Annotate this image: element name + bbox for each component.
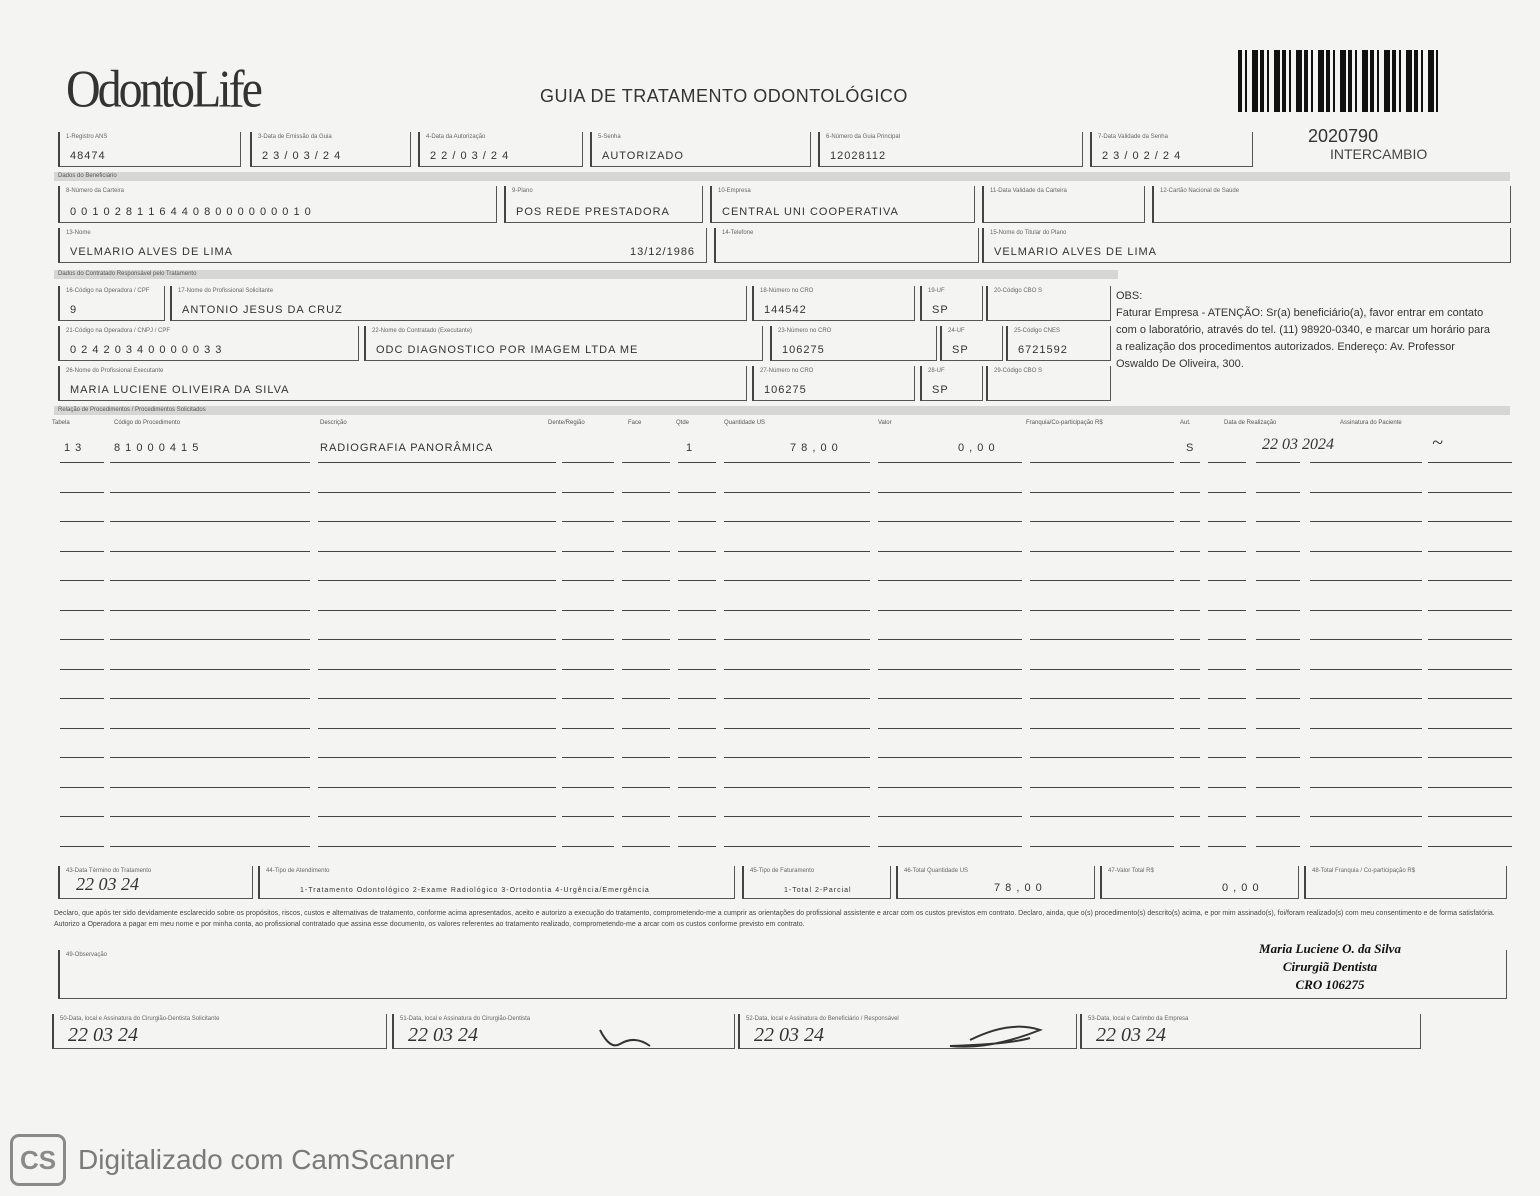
proc-aut: S	[1186, 442, 1195, 454]
table-row-line	[562, 462, 614, 463]
table-row-line	[622, 728, 670, 729]
data-emissao-field: 3-Data de Emissão da Guia 2 3 / 0 3 / 2 4	[250, 132, 411, 167]
table-row-line	[1428, 787, 1512, 788]
table-row-line	[1180, 639, 1200, 640]
table-row-line	[878, 462, 1022, 463]
table-row-line	[1256, 669, 1300, 670]
proc-qtde: 1	[686, 442, 694, 454]
table-row-line	[110, 551, 310, 552]
uf-executante-field: 28-UF SP	[920, 366, 983, 401]
table-row-line	[878, 846, 1022, 847]
table-row-line	[562, 757, 614, 758]
signature-box-solicitante: 50-Data, local e Assinatura do Cirurgião-Dentista Solicitante 22 03 24	[52, 1014, 387, 1049]
profissional-solicitante-field: 17-Nome do Profissional Solicitante ANTONIO JESUS DA CRUZ	[170, 286, 747, 321]
cro-contratado-field: 23-Número no CRO 106275	[770, 326, 937, 361]
table-row-line	[878, 521, 1022, 522]
table-row-line	[1428, 610, 1512, 611]
table-row-line	[678, 787, 716, 788]
table-row-line	[1256, 551, 1300, 552]
table-row-line	[1030, 728, 1174, 729]
section-band-beneficiario: Dados do Beneficiário	[54, 172, 1510, 181]
table-row-line	[1180, 757, 1200, 758]
col-qtde: Qtde	[676, 420, 690, 426]
tipo-faturamento-field: 45-Tipo de Faturamento 1-Total 2-Parcial	[742, 866, 891, 899]
table-row-line	[562, 610, 614, 611]
data-termino-field: 43-Data Término do Tratamento 22 03 24	[58, 866, 253, 899]
table-row-line	[1180, 728, 1200, 729]
table-row-line	[1256, 639, 1300, 640]
empresa-field: 10-Empresa CENTRAL UNI COOPERATIVA	[710, 186, 975, 223]
table-row-line	[60, 787, 104, 788]
validade-senha-field: 7-Data Validade da Senha 2 3 / 0 2 / 2 4	[1090, 132, 1253, 167]
table-row-line	[110, 757, 310, 758]
table-row-line	[1310, 816, 1422, 817]
table-row-line	[1208, 639, 1246, 640]
table-row-line	[678, 816, 716, 817]
table-row-line	[678, 610, 716, 611]
section-band-procedimentos: Relação de Procedimentos / Procedimentos Solicitados	[54, 406, 1510, 415]
table-row-line	[562, 698, 614, 699]
table-row-line	[318, 846, 556, 847]
col-face: Face	[628, 420, 642, 426]
signature-box-cirurgiao: 51-Data, local e Assinatura do Cirurgião-Dentista 22 03 24	[392, 1014, 735, 1049]
table-row-line	[622, 639, 670, 640]
table-row-line	[1180, 846, 1200, 847]
table-row-line	[622, 698, 670, 699]
cro-solicitante-field: 18-Número no CRO 144542	[752, 286, 915, 321]
observacao-field: 49-Observação	[58, 950, 1507, 999]
table-row-line	[878, 757, 1022, 758]
table-row-line	[724, 610, 870, 611]
table-row-line	[1208, 757, 1246, 758]
table-row-line	[110, 610, 310, 611]
table-row-line	[1256, 846, 1300, 847]
table-row-line	[1256, 462, 1300, 463]
table-row-line	[622, 787, 670, 788]
table-row-line	[1030, 610, 1174, 611]
table-row-line	[60, 639, 104, 640]
table-row-line	[60, 610, 104, 611]
table-row-line	[878, 698, 1022, 699]
table-row-line	[110, 816, 310, 817]
validade-carteira-field: 11-Data Validade da Carteira	[982, 186, 1145, 223]
executante-field: 26-Nome do Profissional Executante MARIA LUCIENE OLIVEIRA DA SILVA	[58, 366, 747, 401]
table-row-line	[1428, 846, 1512, 847]
form-title: GUIA DE TRATAMENTO ODONTOLÓGICO	[540, 86, 908, 106]
table-row-line	[1030, 787, 1174, 788]
telefone-field: 14-Telefone	[714, 228, 979, 263]
uf-solicitante-field: 19-UF SP	[920, 286, 983, 321]
table-row-line	[878, 580, 1022, 581]
table-row-line	[724, 816, 870, 817]
cro-executante-field: 27-Número no CRO 106275	[752, 366, 915, 401]
table-row-line	[1310, 462, 1422, 463]
table-row-line	[1310, 728, 1422, 729]
table-row-line	[110, 787, 310, 788]
col-codigo: Código do Procedimento	[114, 420, 181, 426]
table-row-line	[1428, 728, 1512, 729]
table-row-line	[878, 610, 1022, 611]
table-row-line	[724, 698, 870, 699]
codigo-operadora-field: 16-Código na Operadora / CPF 9	[58, 286, 165, 321]
dentist-stamp: Maria Luciene O. da Silva Cirurgiã Dentista CRO 106275	[1259, 941, 1401, 992]
table-row-line	[110, 462, 310, 463]
table-row-line	[110, 728, 310, 729]
valor-total-field: 47-Valor Total R$ 0 , 0 0	[1100, 866, 1299, 899]
table-row-line	[562, 728, 614, 729]
tipo-atendimento-field: 44-Tipo de Atendimento 1-Tratamento Odontológico 2-Exame Radiológico 3-Ortodontia 4-Urgência/Emergência	[258, 866, 735, 899]
table-row-line	[1208, 521, 1246, 522]
table-row-line	[1208, 728, 1246, 729]
col-assinatura: Assinatura do Paciente	[1340, 420, 1402, 426]
proc-codigo: 8 1 0 0 0 4 1 5	[114, 442, 200, 454]
table-row-line	[562, 816, 614, 817]
table-row-line	[622, 551, 670, 552]
table-row-line	[878, 787, 1022, 788]
cnes-field: 25-Código CNES 6721592	[1006, 326, 1111, 361]
table-row-line	[1180, 551, 1200, 552]
table-row-line	[1030, 698, 1174, 699]
table-row-line	[724, 728, 870, 729]
table-row-line	[1180, 698, 1200, 699]
table-row-line	[1180, 580, 1200, 581]
observacao-text: Faturar Empresa - ATENÇÃO: Sr(a) beneficiário(a), favor entrar em contato com o laboratório, através do tel. (11) 98920-0340, e marcar um horário para a realização dos procedimentos autorizados. Endereço: Av. Professor Oswaldo De Oliveira, 300.	[1116, 307, 1490, 370]
observacao-label: OBS:	[1116, 290, 1143, 302]
proc-us: 7 8 , 0 0	[790, 442, 839, 454]
table-row-line	[1428, 492, 1512, 493]
table-row-line	[1030, 492, 1174, 493]
table-row-line	[1180, 669, 1200, 670]
table-row-line	[1208, 462, 1246, 463]
table-row-line	[1310, 787, 1422, 788]
odontolife-logo: OdontoLife	[66, 60, 260, 119]
camscanner-text: Digitalizado com CamScanner	[78, 1144, 455, 1175]
table-row-line	[60, 816, 104, 817]
table-row-line	[1208, 669, 1246, 670]
table-row-line	[110, 639, 310, 640]
table-row-line	[110, 521, 310, 522]
table-row-line	[1310, 669, 1422, 670]
col-data: Data de Realização	[1224, 420, 1277, 426]
table-row-line	[678, 728, 716, 729]
table-row-line	[1208, 787, 1246, 788]
table-row-line	[622, 669, 670, 670]
table-row-line	[1208, 610, 1246, 611]
table-row-line	[1208, 846, 1246, 847]
table-row-line	[622, 610, 670, 611]
table-row-line	[318, 492, 556, 493]
table-row-line	[878, 728, 1022, 729]
table-row-line	[724, 521, 870, 522]
table-row-line	[1428, 462, 1512, 463]
table-row-line	[1030, 669, 1174, 670]
table-row-line	[318, 816, 556, 817]
table-row-line	[1180, 787, 1200, 788]
table-row-line	[60, 669, 104, 670]
table-row-line	[1310, 610, 1422, 611]
plano-field: 9-Plano POS REDE PRESTADORA	[504, 186, 703, 223]
table-row-line	[1428, 639, 1512, 640]
table-row-line	[1310, 757, 1422, 758]
table-row-line	[318, 462, 556, 463]
col-us: Quantidade US	[724, 420, 766, 426]
table-row-line	[110, 492, 310, 493]
table-row-line	[1208, 580, 1246, 581]
table-row-line	[1310, 551, 1422, 552]
col-tabela: Tabela	[52, 420, 70, 426]
signature-box-empresa: 53-Data, local e Carimbo da Empresa 22 03 24	[1080, 1014, 1421, 1049]
table-row-line	[878, 639, 1022, 640]
table-row-line	[60, 580, 104, 581]
table-row-line	[878, 492, 1022, 493]
table-row-line	[724, 639, 870, 640]
table-row-line	[1428, 757, 1512, 758]
table-row-line	[110, 669, 310, 670]
table-row-line	[724, 462, 870, 463]
col-descricao: Descrição	[320, 420, 347, 426]
table-row-line	[562, 669, 614, 670]
table-row-line	[1428, 816, 1512, 817]
signature-box-beneficiario: 52-Data, local e Assinatura do Beneficiário / Responsável 22 03 24	[738, 1014, 1077, 1049]
table-row-line	[1208, 698, 1246, 699]
table-row-line	[1310, 846, 1422, 847]
table-row-line	[1180, 521, 1200, 522]
declaration-text: Declaro, que após ter sido devidamente esclarecido sobre os propósitos, riscos, custos e alternativas de tratamento, conforme acima apresentados, aceito e autorizo a execução do tratamento, comprometendo-me a cumprir as orientações do profissional assistente e arcar com os custos previstos em contrato. Declaro, ainda, que o(s) procedimento(s) descrito(s) acima, e por mim assinado(s), foi/foram realizado(s) com meu consentimento e de forma satisfatória. Autorizo a Operadora a pagar em meu nome e por minha conta, ao profissional contratado que assina esse documento, os valores referentes ao tratamento realizado, comprometendo-me a arcar com os custos conforme previsto em contrato.	[54, 910, 1495, 928]
table-row-line	[1428, 551, 1512, 552]
table-row-line	[110, 698, 310, 699]
table-row-line	[1030, 846, 1174, 847]
table-row-line	[1030, 551, 1174, 552]
table-row-line	[678, 580, 716, 581]
table-row-line	[318, 698, 556, 699]
uf-contratado-field: 24-UF SP	[940, 326, 1003, 361]
table-row-line	[318, 669, 556, 670]
table-row-line	[60, 462, 104, 463]
table-row-line	[878, 551, 1022, 552]
table-row-line	[1208, 816, 1246, 817]
table-row-line	[622, 757, 670, 758]
table-row-line	[318, 580, 556, 581]
table-row-line	[1180, 462, 1200, 463]
table-row-line	[1030, 639, 1174, 640]
col-aut: Aut.	[1180, 420, 1191, 426]
proc-valor: 0 , 0 0	[958, 442, 996, 454]
col-dente: Dente/Região	[548, 420, 585, 426]
table-row-line	[1180, 610, 1200, 611]
table-row-line	[622, 816, 670, 817]
table-row-line	[1256, 757, 1300, 758]
table-row-line	[60, 492, 104, 493]
table-row-line	[1310, 492, 1422, 493]
table-row-line	[562, 551, 614, 552]
table-row-line	[1256, 580, 1300, 581]
table-row-line	[318, 639, 556, 640]
table-row-line	[562, 846, 614, 847]
table-row-line	[678, 521, 716, 522]
table-row-line	[1208, 551, 1246, 552]
table-row-line	[678, 551, 716, 552]
observacao-note	[1116, 288, 1496, 373]
table-row-line	[1310, 521, 1422, 522]
table-row-line	[562, 580, 614, 581]
table-row-line	[562, 521, 614, 522]
table-row-line	[622, 492, 670, 493]
table-row-line	[724, 551, 870, 552]
registro-ans-field: 1-Registro ANS 48474	[58, 132, 241, 167]
nome-beneficiario-field: 13-Nome VELMARIO ALVES DE LIMA 13/12/1986	[58, 228, 707, 263]
table-row-line	[1256, 610, 1300, 611]
table-row-line	[1310, 580, 1422, 581]
table-row-line	[562, 639, 614, 640]
table-row-line	[724, 580, 870, 581]
table-row-line	[1030, 816, 1174, 817]
table-row-line	[622, 521, 670, 522]
table-row-line	[1428, 580, 1512, 581]
table-row-line	[1256, 521, 1300, 522]
table-row-line	[622, 462, 670, 463]
section-band-contratado: Dados do Contratado Responsável pelo Tratamento	[54, 270, 1118, 279]
table-row-line	[724, 757, 870, 758]
barcode	[1238, 50, 1438, 112]
table-row-line	[1256, 728, 1300, 729]
table-row-line	[1310, 639, 1422, 640]
camscanner-footer	[10, 1134, 455, 1186]
table-row-line	[678, 757, 716, 758]
table-row-line	[60, 757, 104, 758]
table-row-line	[110, 846, 310, 847]
table-row-line	[318, 551, 556, 552]
total-franquia-field: 48-Total Franquia / Co-participação R$	[1304, 866, 1507, 899]
table-row-line	[1030, 757, 1174, 758]
table-row-line	[318, 787, 556, 788]
table-row-line	[318, 757, 556, 758]
table-row-line	[1256, 492, 1300, 493]
table-row-line	[678, 639, 716, 640]
proc-data: 22 03 2024	[1262, 436, 1334, 453]
table-row-line	[318, 521, 556, 522]
table-row-line	[1428, 521, 1512, 522]
table-row-line	[1030, 521, 1174, 522]
cns-field: 12-Cartão Nacional de Saúde	[1152, 186, 1511, 223]
table-row-line	[60, 521, 104, 522]
cbo-field: 20-Código CBO S	[986, 286, 1111, 321]
table-row-line	[1208, 492, 1246, 493]
proc-descricao: RADIOGRAFIA PANORÂMICA	[320, 442, 494, 454]
table-row-line	[60, 728, 104, 729]
codigo-contratado-field: 21-Código na Operadora / CNPJ / CPF 0 2 4 2 0 3 4 0 0 0 0 0 3 3	[58, 326, 359, 361]
table-row-line	[724, 787, 870, 788]
nome-contratado-field: 22-Nome do Contratado (Executante) ODC DIAGNOSTICO POR IMAGEM LTDA ME	[364, 326, 763, 361]
guide-number: 2020790	[1308, 126, 1379, 146]
table-row-line	[622, 846, 670, 847]
handwritten-signatures	[590, 1010, 1050, 1090]
patient-signature-mark: ~	[1432, 432, 1443, 454]
proc-tabela: 1 3	[64, 442, 83, 454]
table-row-line	[878, 816, 1022, 817]
table-row-line	[60, 846, 104, 847]
senha-field: 5-Senha AUTORIZADO	[590, 132, 811, 167]
table-row-line	[318, 728, 556, 729]
col-franquia: Franquia/Co-participação R$	[1026, 420, 1103, 426]
table-row-line	[1256, 816, 1300, 817]
table-row-line	[1256, 787, 1300, 788]
table-row-line	[60, 698, 104, 699]
table-row-line	[678, 698, 716, 699]
table-row-line	[724, 846, 870, 847]
cbo-executante-field: 29-Código CBO S	[986, 366, 1111, 401]
table-row-line	[1030, 462, 1174, 463]
table-row-line	[110, 580, 310, 581]
table-row-line	[678, 492, 716, 493]
table-row-line	[1256, 698, 1300, 699]
table-row-line	[60, 551, 104, 552]
table-row-line	[1310, 698, 1422, 699]
data-autorizacao-field: 4-Data da Autorização 2 2 / 0 3 / 2 4	[418, 132, 583, 167]
table-row-line	[1428, 669, 1512, 670]
table-row-line	[724, 492, 870, 493]
table-row-line	[1180, 816, 1200, 817]
table-row-line	[678, 462, 716, 463]
carteira-field: 8-Número da Carteira 0 0 1 0 2 8 1 1 6 4 4 0 8 0 0 0 0 0 0 0 1 0	[58, 186, 497, 223]
table-row-line	[1428, 698, 1512, 699]
camscanner-logo: CS	[10, 1134, 66, 1186]
total-us-field: 46-Total Quantidade US 7 8 , 0 0	[896, 866, 1095, 899]
table-row-line	[724, 669, 870, 670]
guide-type: INTERCAMBIO	[1330, 146, 1428, 162]
table-row-line	[562, 492, 614, 493]
nome-titular-field: 15-Nome do Titular do Plano VELMARIO ALVES DE LIMA	[982, 228, 1511, 263]
table-row-line	[1180, 492, 1200, 493]
col-valor: Valor	[878, 420, 892, 426]
table-row-line	[562, 787, 614, 788]
table-row-line	[678, 669, 716, 670]
table-row-line	[878, 669, 1022, 670]
table-row-line	[678, 846, 716, 847]
table-row-line	[1030, 580, 1174, 581]
guia-principal-field: 6-Número da Guia Principal 12028112	[818, 132, 1083, 167]
table-row-line	[622, 580, 670, 581]
table-row-line	[318, 610, 556, 611]
